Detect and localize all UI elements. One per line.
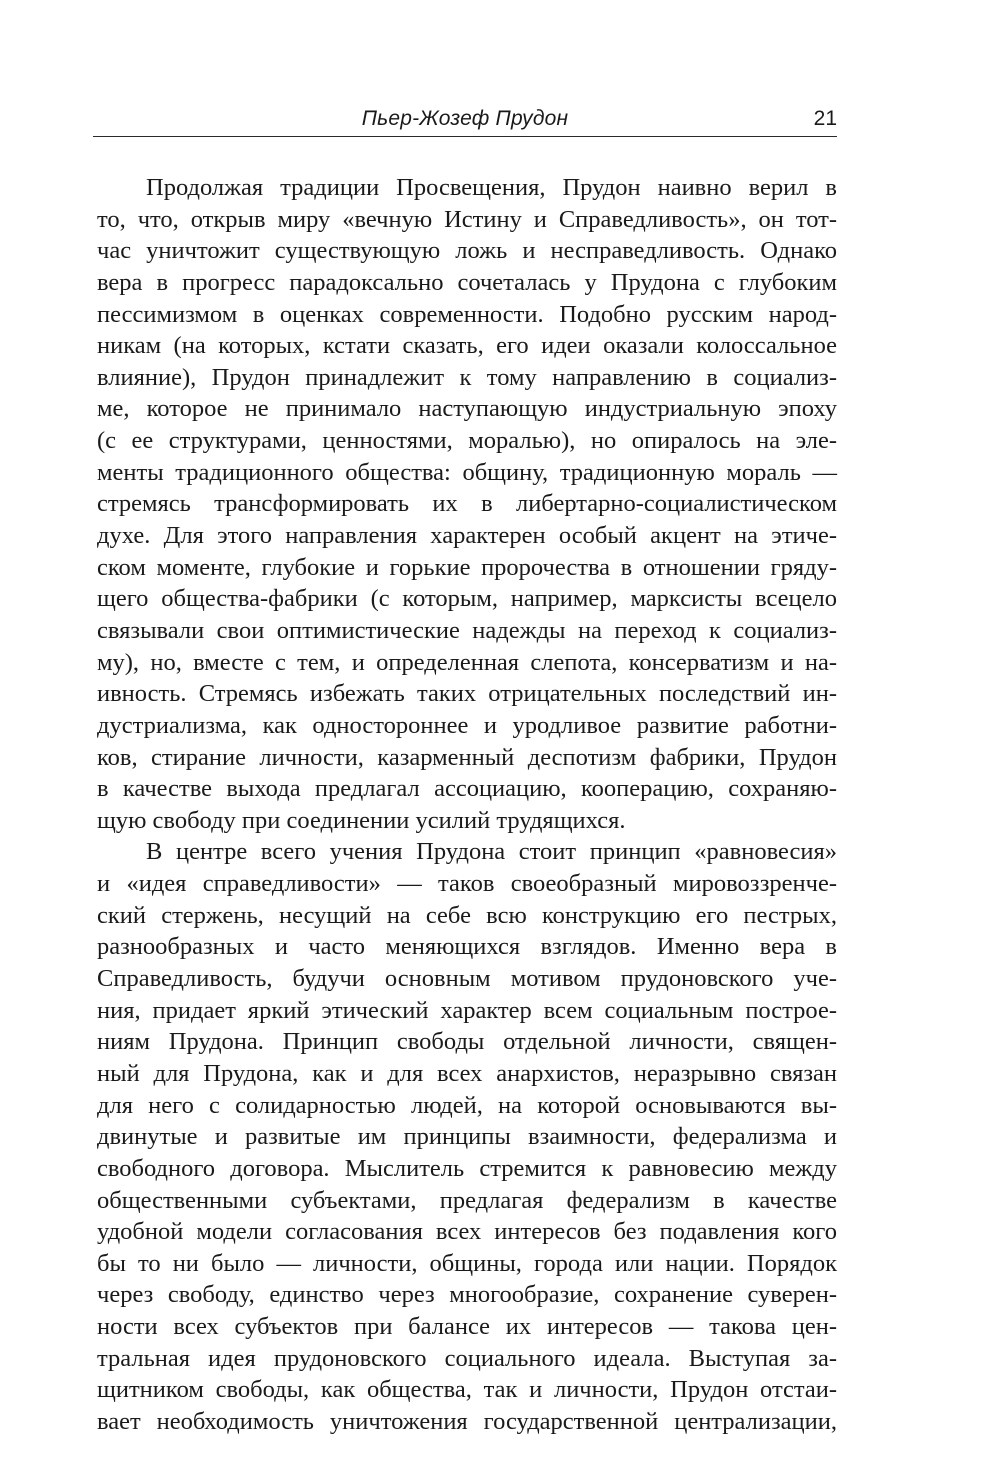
page-number: 21 — [813, 107, 837, 130]
text-line: никам (на которых, кстати сказать, его идеи оказали колоссальное — [97, 332, 837, 360]
text-line: Продолжая традиции Просвещения, Прудон наивно верил в — [146, 174, 837, 201]
running-title: Пьер-Жозеф Прудон — [361, 107, 569, 130]
text-line: пессимизмом в оценках современности. Подобно русским народ- — [97, 300, 837, 328]
text-line: и «идея справедливости» — таков своеобразный мировоззренче- — [97, 870, 837, 898]
text-line: щитником свободы, как общества, так и личности, Прудон отстаи- — [97, 1376, 837, 1404]
text-line: вает необходимость уничтожения государственной централизации, — [97, 1407, 837, 1435]
text-line: через свободу, единство через многообразие, сохранение суверен- — [97, 1281, 837, 1309]
text-line: общественными субъектами, предлагая федерализм в качестве — [97, 1186, 837, 1214]
text-line: ме, которое не принимало наступающую индустриальную эпоху — [97, 395, 837, 423]
text-line: ском моменте, глубокие и горькие пророчества в отношении гряду- — [97, 553, 837, 581]
text-line: для него с солидарностью людей, на которой основываются вы- — [97, 1091, 837, 1119]
text-line: менты традиционного общества: общину, традиционную мораль — — [97, 458, 837, 486]
text-line: ный для Прудона, как и для всех анархистов, неразрывно связан — [97, 1059, 837, 1087]
text-line: час уничтожит существующую ложь и несправедливость. Однако — [97, 237, 837, 265]
text-line: вера в прогресс парадоксально сочеталась у Прудона с глубоким — [97, 268, 837, 296]
text-line: ности всех субъектов при балансе их интересов — такова цен- — [97, 1313, 837, 1341]
text-line: свободного договора. Мыслитель стремится к равновесию между — [97, 1154, 837, 1182]
text-line: двинутые и развитые им принципы взаимности, федерализма и — [97, 1123, 837, 1151]
text-line: ниям Прудона. Принцип свободы отдельной личности, священ- — [97, 1028, 837, 1056]
text-line: ков, стирание личности, казарменный деспотизм фабрики, Прудон — [97, 743, 837, 771]
text-line: (с ее структурами, ценностями, моралью), но опиралось на эле- — [97, 427, 837, 455]
text-line: ния, придает яркий этический характер всем социальным построе- — [97, 996, 837, 1024]
text-line: влияние), Прудон принадлежит к тому направлению в социализ- — [97, 363, 837, 391]
text-line: щую свободу при соединении усилий трудящихся. — [97, 806, 626, 834]
body-text — [97, 172, 837, 1438]
running-header — [93, 104, 837, 137]
text-line: бы то ни было — личности, общины, города или нации. Порядок — [97, 1249, 837, 1277]
text-line: тральная идея прудоновского социального идеала. Выступая за- — [97, 1344, 837, 1372]
text-line: стремясь трансформировать их в либертарно-социалистическом — [97, 490, 837, 518]
text-line: ивность. Стремясь избежать таких отрицательных последствий ин- — [97, 680, 837, 708]
text-line: то, что, открыв миру «вечную Истину и Справедливость», он тот- — [97, 205, 837, 233]
text-line: ский стержень, несущий на себе всю конструкцию его пестрых, — [97, 901, 837, 929]
paragraph-1 — [97, 172, 837, 836]
text-line: щего общества-фабрики (с которым, например, марксисты всецело — [97, 585, 837, 613]
text-line: В центре всего учения Прудона стоит принцип «равновесия» — [146, 838, 837, 866]
text-line: разнообразных и часто меняющихся взглядов. Именно вера в — [97, 933, 837, 961]
text-line: му), но, вместе с тем, и определенная слепота, консерватизм и на- — [97, 648, 837, 676]
text-line: в качестве выхода предлагал ассоциацию, кооперацию, сохраняю- — [97, 775, 837, 803]
text-line: духе. Для этого направления характерен особый акцент на этиче- — [97, 522, 837, 550]
text-line: Справедливость, будучи основным мотивом прудоновского уче- — [97, 965, 837, 993]
paragraph-2 — [97, 836, 837, 1437]
text-line: дустриализма, как одностороннее и уродливое развитие работни- — [97, 711, 837, 739]
text-line: связывали свои оптимистические надежды на переход к социализ- — [97, 616, 837, 644]
text-line: удобной модели согласования всех интересов без подавления кого — [97, 1218, 837, 1246]
